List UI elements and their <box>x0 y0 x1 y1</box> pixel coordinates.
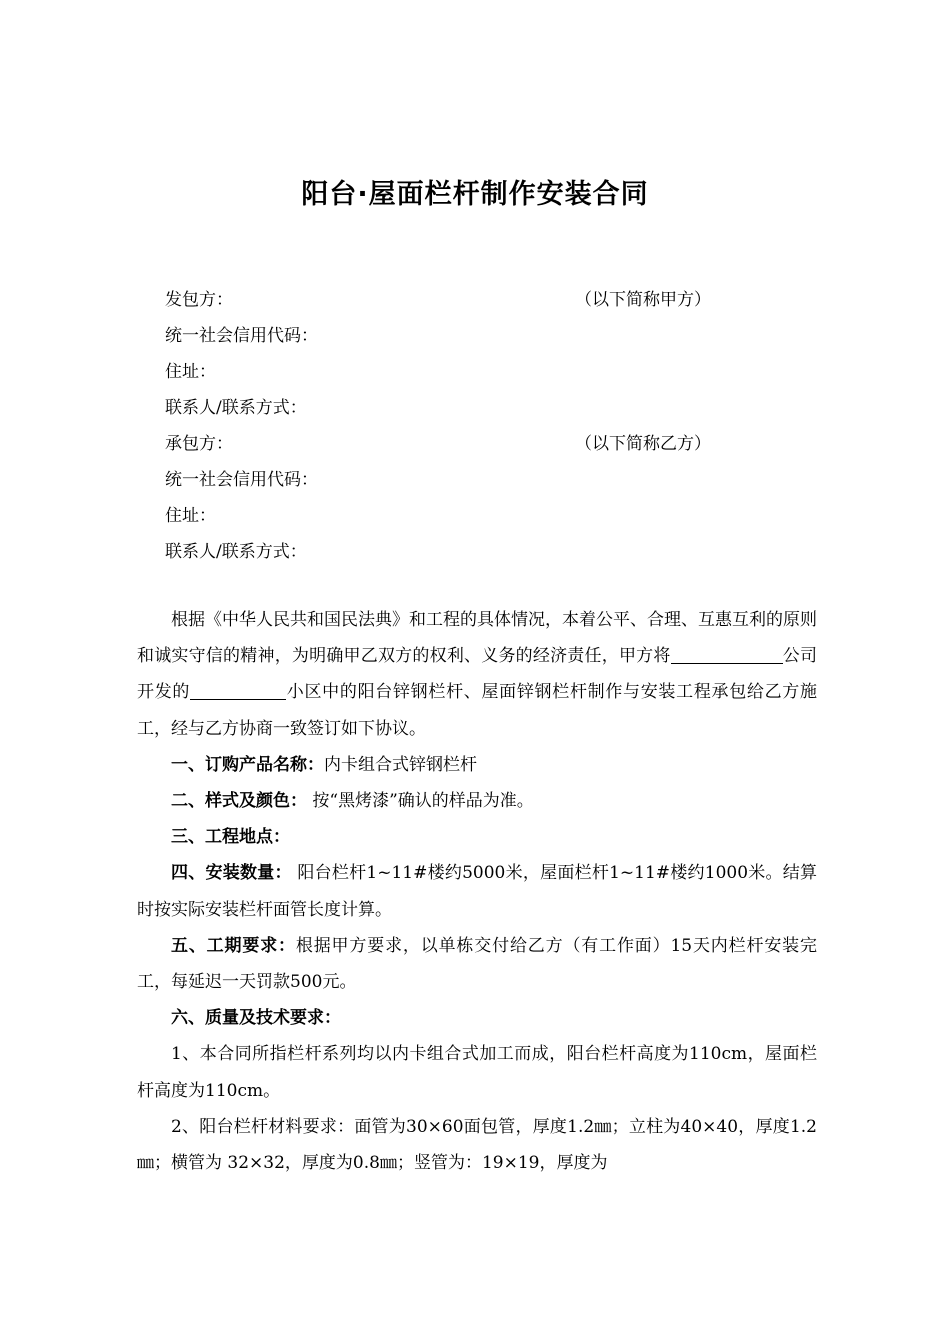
section-5 <box>137 928 817 1000</box>
section-2 <box>137 783 817 819</box>
party-a-alias: （以下简称甲方） <box>575 290 711 310</box>
party-a-line <box>165 282 725 318</box>
party-a-address: 住址： <box>165 362 216 382</box>
intro-paragraph <box>137 602 817 747</box>
company-blank <box>671 643 783 664</box>
party-b-credit-code: 统一社会信用代码： <box>165 470 318 490</box>
intro-part1: 根据《中华人民共和国民法典》和工程的具体情况，本着公平、合理、互惠互利的原则和诚实守信的精神，为明确甲乙双方的权利、义务的经济责任，甲方将 <box>137 610 817 667</box>
section-2-heading: 二、样式及颜色： <box>171 791 307 812</box>
section-5-text: 根据甲方要求，以单栋交付给乙方（有工作面）15天内栏杆安装完工，每延迟一天罚款500元。 <box>137 935 817 993</box>
party-b-label: 承包方： <box>165 434 233 454</box>
section-6-item-1: 1、本合同所指栏杆系列均以内卡组合式加工而成，阳台栏杆高度为110cm，屋面栏杆高度为110cm。 <box>137 1044 817 1101</box>
section-1-heading: 一、订购产品名称： <box>171 754 324 775</box>
party-b-line <box>165 426 725 462</box>
party-b-address: 住址： <box>165 506 216 526</box>
party-b-alias: （以下简称乙方） <box>575 434 711 454</box>
section-3 <box>137 819 817 855</box>
party-a-contact: 联系人/联系方式： <box>165 398 307 418</box>
section-4 <box>137 855 817 927</box>
section-3-heading: 三、工程地点： <box>171 827 290 848</box>
community-blank <box>190 679 286 700</box>
intro-part2: 公司开发的 <box>137 646 818 703</box>
party-a-label: 发包方： <box>165 290 233 310</box>
section-4-text: 阳台栏杆1~11#楼约5000米，屋面栏杆1~11#楼约1000米。结算时按实际安装栏杆面管长度计算。 <box>137 863 818 920</box>
section-6-heading: 六、质量及技术要求： <box>171 1008 341 1029</box>
party-a-credit-code: 统一社会信用代码： <box>165 326 318 346</box>
section-1-text: 内卡组合式锌钢栏杆 <box>324 754 477 775</box>
section-6-item-2: 2、阳台栏杆材料要求：面管为30×60面包管，厚度1.2㎜；立柱为40×40，厚度1.2㎜；横管为 32×32，厚度为0.8㎜；竖管为：19×19，厚度为 <box>137 1116 817 1174</box>
intro-part3: 小区中的阳台锌钢栏杆、屋面锌钢栏杆制作与安装工程承包给乙方施工，经与乙方协商一致签订如下协议。 <box>137 682 818 739</box>
section-4-heading: 四、安装数量： <box>171 863 292 884</box>
party-info <box>165 282 725 570</box>
section-1 <box>137 747 817 783</box>
section-6 <box>137 1000 817 1036</box>
contract-body <box>137 602 817 1181</box>
section-5-heading: 五、工期要求： <box>171 935 296 956</box>
contract-title: 阳台·屋面栏杆制作安装合同 <box>301 179 649 210</box>
section-2-text: 按“黑烤漆”确认的样品为准。 <box>307 791 534 812</box>
party-b-contact: 联系人/联系方式： <box>165 542 307 562</box>
